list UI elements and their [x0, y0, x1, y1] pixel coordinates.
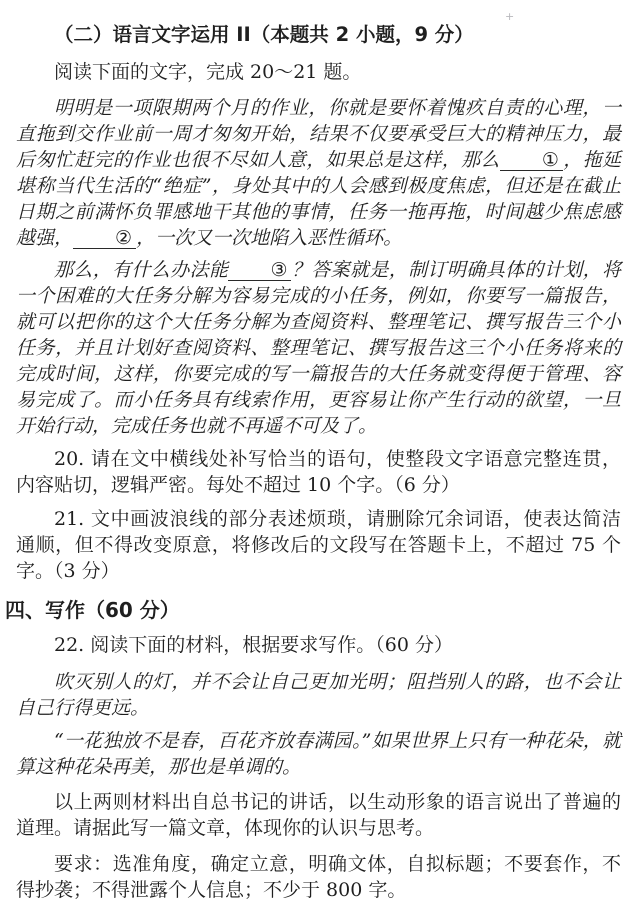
section-heading-writing: 四、写作（60 分）: [5, 598, 180, 622]
passage-intro-line: 阅读下面的文字，完成 20～21 题。: [54, 61, 362, 83]
essay-material-1: 吹灭别人的灯，并不会让自己更加光明；阻挡别人的路，也不会让自己行得更远。: [16, 671, 621, 719]
passage-p1-text-3: ，一次又一次地陷入恶性循环。: [136, 227, 403, 249]
essay-requirements: 要求：选准角度，确定立意，明确文体，自拟标题；不要套作，不得抄袭；不得泄露个人信息；不少于 800 字。: [16, 853, 621, 901]
fill-in-blank-2: ②: [73, 228, 136, 249]
section-heading-language-use-2: （二）语言文字运用 II（本题共 2 小题，9 分）: [54, 23, 474, 46]
question-22: 22. 阅读下面的材料，根据要求写作。（60 分）: [54, 634, 453, 656]
passage-p2-text-2: ？答案就是，制订明确具体的计划，将一个困难的大任务分解为容易完成的小任务，例如，你要写一篇报告，就可以把你的这个大任务分解为查阅资料、整理笔记、撰写报告三个小任务，并且计划好查阅资料、整理笔记、撰写报告这三个小任务将来的完成时间，这样，你要完成的写一篇报告的大任务就变得便于管理、容易完成了。而小任务具有线索作用，更容易让你产生行动的欲望，一旦开始行动，完成任务也就不再遥不可及了。: [16, 259, 621, 437]
essay-material-2: “一花独放不是春，百花齐放春满园。”如果世界上只有一种花朵，就算这种花朵再美，那也是单调的。: [16, 730, 621, 778]
passage-p2-text-1: 那么，有什么办法能: [54, 259, 229, 281]
fill-in-blank-1: ①: [500, 150, 563, 171]
passage-p1-text-2: ，拖延堪称当代生活的“绝症”，身处其中的人会感到极度焦虑，但还是在截止日期之前满怀负罪感地干其他的事情，任务一拖再拖，时间越少焦虑感越强，: [16, 149, 621, 249]
fill-in-blank-3: ③: [228, 260, 291, 281]
passage-p1-text-1: 明明是一项限期两个月的作业，你就是要怀着愧疚自责的心理，一直拖到交作业前一周才匆匆开始，结果不仅要承受巨大的精神压力，最后匆忙赶完的作业也很不尽如人意，如果总是这样，那么: [16, 97, 621, 171]
essay-material-explanation: 以上两则材料出自总书记的讲话，以生动形象的语言说出了普遍的道理。请据此写一篇文章，体现你的认识与思考。: [16, 791, 621, 839]
question-21: 21. 文中画波浪线的部分表述烦琐，请删除冗余词语，使表达简洁通顺，但不得改变原意，将修改后的文段写在答题卡上，不超过 75 个字。（3 分）: [16, 508, 621, 582]
question-20: 20. 请在文中横线处补写恰当的语句，使整段文字语意完整连贯，内容贴切，逻辑严密。每处不超过 10 个字。（6 分）: [16, 448, 621, 496]
passage-paragraph-1: [16, 95, 621, 251]
scan-artifact-plus: +: [505, 10, 517, 23]
passage-paragraph-2: [16, 257, 621, 439]
